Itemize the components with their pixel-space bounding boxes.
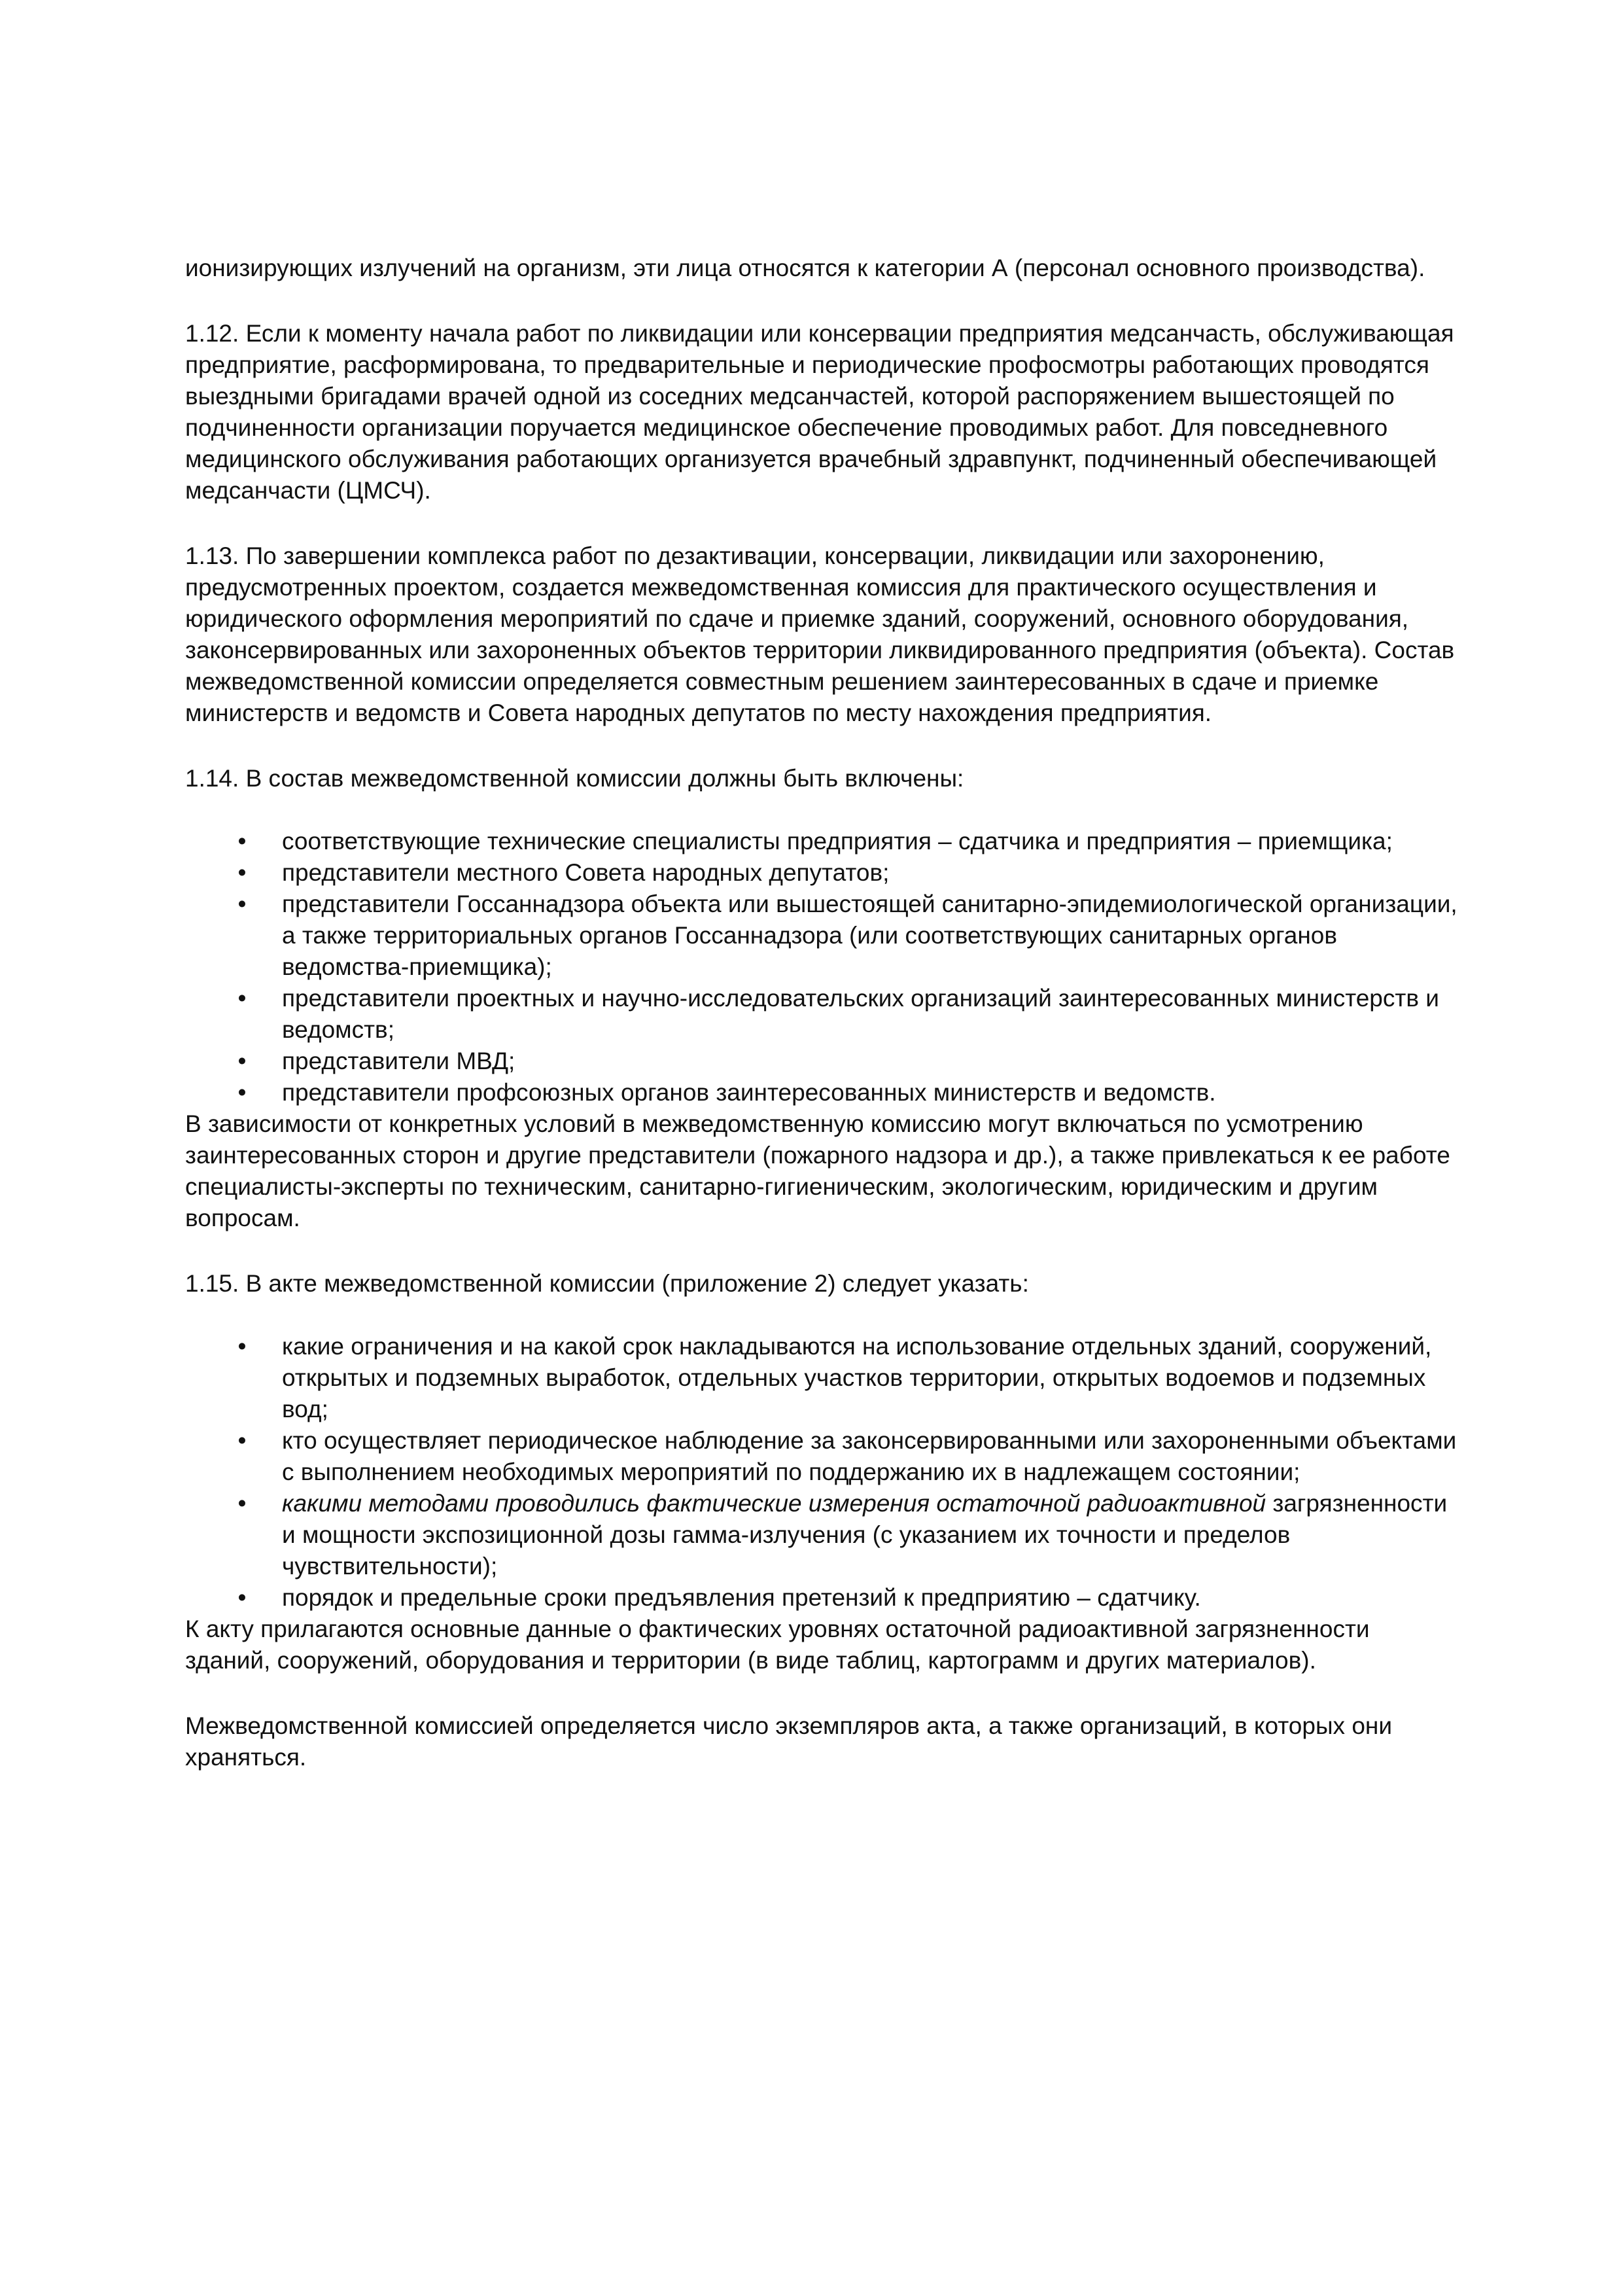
paragraph-gap	[185, 1676, 1461, 1710]
paragraph-gap	[185, 729, 1461, 763]
section-1-13-paragraph: 1.13. По завершении комплекса работ по дезактивации, консервации, ликвидации или захоронению, предусмотренных проектом, создается межведомственная комиссия для практического осуществления и юридического оформления мероприятий по сдаче и приемке зданий, сооружений, основного оборудования, законсервированных или захороненных объектов территории ликвидированного предприятия (объекта). Состав межведомственной комиссии определяется совместным решением заинтересованных в сдаче и приемке министерств и ведомств и Совета народных депутатов по месту нахождения предприятия.	[185, 542, 1455, 726]
list-item	[185, 857, 1461, 889]
commission-members-list	[185, 826, 1461, 1108]
list-gap	[185, 1299, 1461, 1331]
list-item-text: представители МВД;	[282, 1048, 515, 1074]
list-item	[185, 1488, 1461, 1582]
list-item	[185, 1046, 1461, 1077]
list-item-text: кто осуществляет периодическое наблюдение за законсервированными или захороненными объектами с выполнением необходимых мероприятий по поддержанию их в надлежащем состоянии;	[282, 1427, 1457, 1485]
paragraph-gap	[185, 284, 1461, 318]
document-body	[185, 253, 1461, 1773]
list-item	[185, 983, 1461, 1046]
section-1-15-heading: 1.15. В акте межведомственной комиссии (приложение 2) следует указать:	[185, 1270, 1029, 1297]
act-contents-list	[185, 1331, 1461, 1614]
bullet-icon: •	[237, 1048, 247, 1074]
list-item-text: представители местного Совета народных депутатов;	[282, 859, 890, 886]
list-item-text: какие ограничения и на какой срок накладываются на использование отдельных зданий, сооружений, открытых и подземных выработок, отдельных участков территории, открытых водоемов и подземных вод;	[282, 1333, 1432, 1422]
intro-continuation-paragraph: ионизирующих излучений на организм, эти лица относятся к категории А (персонал основного производства).	[185, 255, 1425, 281]
bullet-icon: •	[237, 859, 247, 886]
list-item-text: порядок и предельные сроки предъявления претензий к предприятию – сдатчику.	[282, 1584, 1201, 1611]
list-item	[185, 1425, 1461, 1488]
list-item-text: представители проектных и научно-исследовательских организаций заинтересованных министерств и ведомств;	[282, 985, 1439, 1043]
bullet-icon: •	[237, 1079, 247, 1106]
list-item-text: загрязненности и мощности экспозиционной дозы гамма-излучения (с указанием их точности и пределов чувствительности);	[282, 1490, 1448, 1580]
section-1-14-heading: 1.14. В состав межведомственной комиссии должны быть включены:	[185, 765, 964, 792]
list-item	[185, 1582, 1461, 1614]
bullet-icon: •	[237, 891, 247, 917]
list-item-italic-text: какими методами проводились фактические измерения остаточной радиоактивной	[282, 1490, 1266, 1517]
bullet-icon: •	[237, 1490, 247, 1517]
list-item-text: соответствующие технические специалисты предприятия – сдатчика и предприятия – приемщика;	[282, 828, 1393, 855]
bullet-icon: •	[237, 1333, 247, 1360]
list-item	[185, 1331, 1461, 1425]
list-item	[185, 889, 1461, 983]
final-paragraph: Межведомственной комиссией определяется число экземпляров акта, а также организаций, в которых они храняться.	[185, 1712, 1393, 1771]
bullet-icon: •	[237, 1584, 247, 1611]
section-1-14-after-paragraph: В зависимости от конкретных условий в межведомственную комиссию могут включаться по усмотрению заинтересованных сторон и другие представители (пожарного надзора и др.), а также привлекаться к ее работе специалисты-эксперты по техническим, санитарно-гигиеническим, экологическим, юридическим и другим вопросам.	[185, 1110, 1450, 1231]
list-item	[185, 1077, 1461, 1108]
section-1-15-after-paragraph: К акту прилагаются основные данные о фактических уровнях остаточной радиоактивной загрязненности зданий, сооружений, оборудования и территории (в виде таблиц, картограмм и других материалов).	[185, 1616, 1370, 1674]
paragraph-gap	[185, 1234, 1461, 1268]
list-item-text: представители профсоюзных органов заинтересованных министерств и ведомств.	[282, 1079, 1216, 1106]
list-item-text: представители Госсаннадзора объекта или вышестоящей санитарно-эпидемиологической организации, а также территориальных органов Госсаннадзора (или соответствующих санитарных органов ведомства-приемщика);	[282, 891, 1457, 980]
bullet-icon: •	[237, 1427, 247, 1454]
paragraph-gap	[185, 506, 1461, 540]
list-item	[185, 826, 1461, 857]
section-1-12-paragraph: 1.12. Если к моменту начала работ по ликвидации или консервации предприятия медсанчасть, обслуживающая предприятие, расформирована, то предварительные и периодические профосмотры работающих проводятся выездными бригадами врачей одной из соседних медсанчастей, которой распоряжением вышестоящей по подчиненности организации поручается медицинское обеспечение проводимых работ. Для повседневного медицинского обслуживания работающих организуется врачебный здравпункт, подчиненный обеспечивающей медсанчасти (ЦМСЧ).	[185, 320, 1454, 504]
bullet-icon: •	[237, 985, 247, 1012]
bullet-icon: •	[237, 828, 247, 855]
list-gap	[185, 794, 1461, 826]
